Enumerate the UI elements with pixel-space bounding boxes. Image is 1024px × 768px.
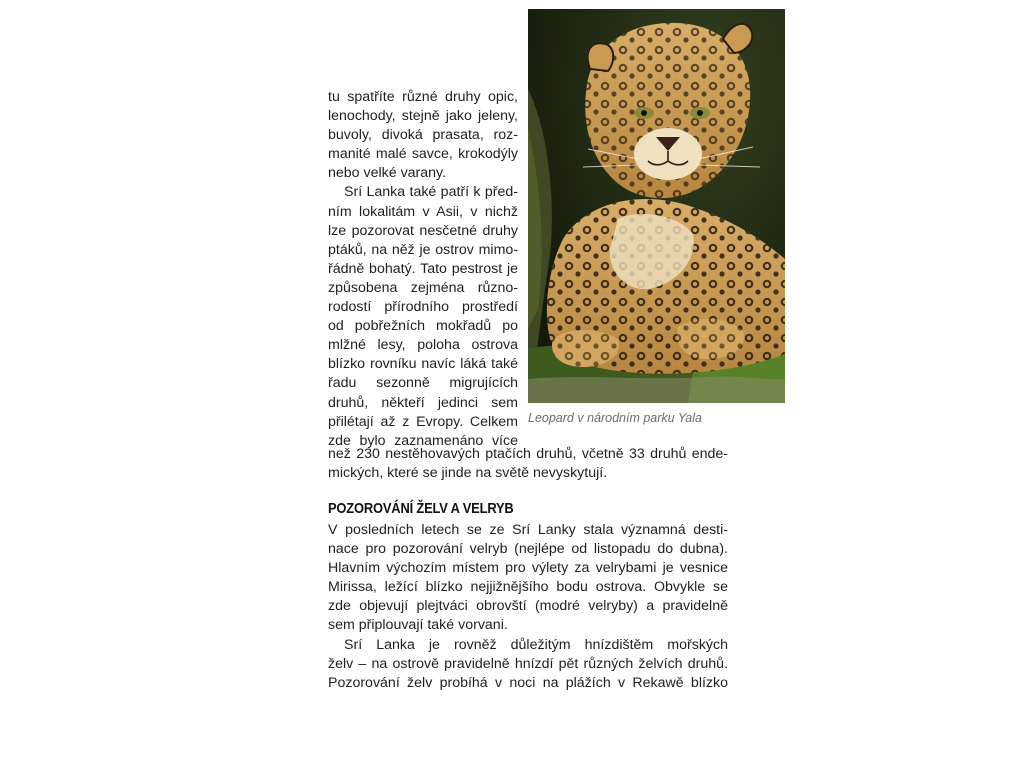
text-line: Hlavním výchozím místem pro výlety za velrybami je vesnice xyxy=(328,560,728,577)
text-line: druhů, někteří jedinci sem xyxy=(328,394,518,411)
narrow-text-column xyxy=(328,88,518,451)
wide-text-block xyxy=(328,445,728,483)
text-line: než 230 nestěhovavých ptačích druhů, včetně 33 druhů ende- xyxy=(328,446,728,462)
section-heading: POZOROVÁNÍ ŽELV A VELRYB xyxy=(328,500,514,517)
text-line: zde bylo zaznamenáno více xyxy=(328,432,518,449)
text-line: sem připlouvají také vorvani. xyxy=(328,617,508,634)
text-line: nebo velké varany. xyxy=(328,165,447,182)
text-line: způsobena zejména různo- xyxy=(328,279,518,296)
text-line: ním lokalitám v Asii, v nichž xyxy=(328,203,518,220)
text-line: Pozorování želv probíhá v noci na plážích v Rekawě blízko xyxy=(328,674,728,691)
text-line: přilétají až z Evropy. Celkem xyxy=(328,413,518,430)
section-text-block xyxy=(328,521,728,693)
text-line: od pobřežních mokřadů po xyxy=(328,318,518,335)
leopard-photo xyxy=(528,9,785,403)
text-line: buvoly, divoká prasata, roz- xyxy=(328,127,518,144)
text-line: mických, které se jinde na světě nevyskytují. xyxy=(328,465,608,482)
leopard-illustration xyxy=(528,9,785,403)
text-line: lenochody, stejně jako jeleny, xyxy=(328,108,518,125)
text-line: lze pozorovat nesčetné druhy xyxy=(328,222,518,239)
text-line: ptáků, na něž je ostrov mimo- xyxy=(328,241,518,258)
text-line: nace pro pozorování velryb (nejlépe od listopadu do dubna). xyxy=(328,541,728,558)
text-line: manité malé savce, krokodýly xyxy=(328,146,518,163)
text-line: želv – na ostrově pravidelně hnízdí pět různých želvích druhů. xyxy=(328,655,728,672)
text-line: zde objevují plejtváci obrovští (modré velryby) a pravidelně xyxy=(328,598,728,615)
text-line: Srí Lanka také patří k před- xyxy=(344,184,518,201)
text-line: rodostí přírodního prostředí xyxy=(328,299,518,316)
text-line: Srí Lanka je rovněž důležitým hnízdištěm mořských xyxy=(344,636,728,653)
text-line: mlžné lesy, poloha ostrova xyxy=(328,337,518,354)
text-line: řadu sezonně migrujících xyxy=(328,375,518,392)
text-line: blízko rovníku navíc láká také xyxy=(328,356,518,373)
text-line: řádně bohatý. Tato pestrost je xyxy=(328,260,518,277)
text-line: V posledních letech se ze Srí Lanky stala významná desti- xyxy=(328,522,728,538)
text-line: tu spatříte různé druhy opic, xyxy=(328,89,518,105)
text-line: Mirissa, ležící blízko nejjižnějšího bodu ostrova. Obvykle se xyxy=(328,579,728,596)
photo-caption: Leopard v národním parku Yala xyxy=(528,411,702,425)
